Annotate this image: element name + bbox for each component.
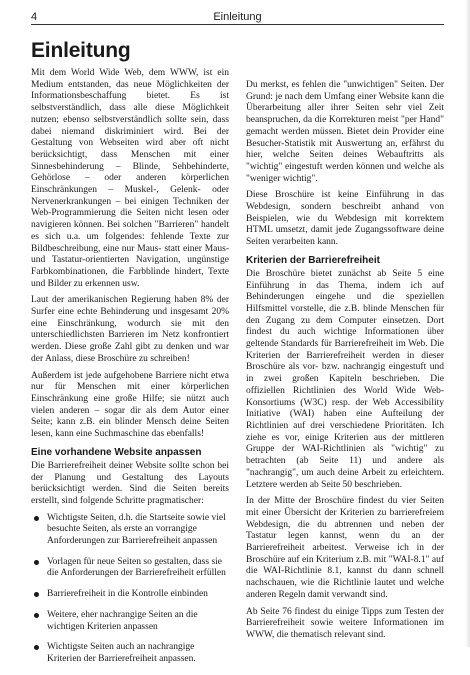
unimportant-pages-paragraph: Du merkst, es fehlen die "unwichtigen" Seiten. Der Grund: je nach dem Umfang einer Website kann die Überarbeitung aller ihrer Seiten sehr viel Zeit beanspruchen, da die Korrekturen meist "per Hand" gemacht werden müssen. Bietet dein Provider eine Besucher-Statistik mit Auswertung an, erfährst du hier, welche Seiten deines Webauftritts als "wichtig" eingestuft werden können und welche als "weniger wichtig". <box>246 80 444 184</box>
list-item: Weitere, eher nachrangige Seiten an die wichtigen Kriterien anpassen <box>31 610 229 633</box>
chapter-heading: Einleitung <box>31 39 131 62</box>
criteria-paragraph: Die Broschüre bietet zunächst ab Seite 5 eine Einführung in das Thema, indem ich auf Behinderungen eingehe und die speziellen Hilfsmittel vorstelle, die z.B. blinde Menschen für den Zugang zu dem Computer einsetzen. Dort findest du auch wichtige Informationen über geltende Standards für Barrierefreiheit im Web. Die Kriterien der Barrierefreiheit werden in dieser Broschüre als vor- bzw. nachrangig eingestuft und in zwei großen Kapiteln beschrieben. Die offiziellen Richtlinien des World Wide Web-Konsortiums (W3C) resp. der Web Accessibility Initiative (WAI) haben eine Aufteilung der Richtlinien auf drei verschiedene Prioritäten. Ich ziehe es vor, einige Kriterien aus der mittleren Gruppe der WAI-Richtlinien als "wichtig" zu betrachten (ab Seite 11) und andere als "nachrangig", um auch deine Arbeit zu erleichtern. Letztere werden ab Seite 50 beschrieben. <box>246 268 444 490</box>
list-item: Wichtigste Seiten auch an nachrangige Kriterien der Barrierefreiheit anpassen. <box>31 642 229 665</box>
overview-paragraph: In der Mitte der Broschüre findest du vier Seiten mit einer Übersicht der Kriterien zu barrierefreiem Webdesign, die du abtrennen und neben der Tastatur legen kannst, wenn du an der Barrierefreiheit arbeitest. Verweise ich in der Broschüre auf ein Kriterium z.B. mit "WAI-8.1" auf die WAI-Richtlinie 8.1, kannst du dann schnell nachschauen, wie die Richtlinie lautet und welche anderen Regeln damit verwandt sind. <box>246 496 444 600</box>
section-heading-criteria: Kriterien der Barrierefreiheit <box>246 254 380 266</box>
running-header <box>31 9 444 25</box>
page-edge-shadow <box>465 0 470 647</box>
section-heading-adapt-website: Eine vorhandene Website anpassen <box>31 446 202 458</box>
left-column <box>31 68 229 675</box>
adapt-intro-paragraph: Die Barrierefreiheit deiner Website sollte schon bei der Planung und Gestaltung des Layouts berücksichtigt werden. Sind die Seiten bereits erstellt, sind folgende Schritte pragmatischer: <box>31 460 229 506</box>
statistics-paragraph: Laut der amerikanischen Regierung haben 8% der Surfer eine echte Behinderung und insgesamt 20% eine Einschränkung, wodurch sie mit den unterschiedlichsten Barrieren im Netz konfrontiert werden. Diese große Zahl gibt zu denken und war der Anlass, diese Broschüre zu schreiben! <box>31 295 229 364</box>
running-header-title: Einleitung <box>213 11 262 23</box>
header-rule <box>31 24 444 25</box>
brochure-scope-paragraph: Diese Broschüre ist keine Einführung in das Webdesign, sondern beschreibt anhand von Beispielen, wie du Webdesign mit korrektem HTML umsetzt, damit jede Zugangssoftware deine Seiten verarbeiten kann. <box>246 190 444 248</box>
list-item: Wichtigste Seiten, d.h. die Startseite sowie viel besuchte Seiten, als erste an vorrangige Anforderungen zur Barrierefreiheit anpassen <box>31 513 229 548</box>
right-column <box>246 80 444 647</box>
testing-tips-paragraph: Ab Seite 76 findest du einige Tipps zum Testen der Barrierefreiheit sowie weitere Informationen im WWW, die thematisch relevant sind. <box>246 606 444 640</box>
page-number: 4 <box>31 11 38 23</box>
intro-paragraph: Mit dem World Wide Web, dem WWW, ist ein Medium entstanden, das neue Möglichkeiten der Informationsbeschaffung bietet. Es ist selbstverständlich, dass alle diese Möglichkeit nutzen; ebenso selbstverständlich sollte sein, dass dabei niemand diskriminiert wird. Bei der Gestaltung von Webseiten wird aber oft nicht berücksichtigt, dass Menschen mit einer Sinnesbehinderung – Blinde, Sehbehinderte, Gehörlose – oder anderen körperlichen Einschränkungen – Muskel-, Gelenk- oder Nervenerkrankungen – bei einigen Techniken der Web-Programmierung die Seiten nicht lesen oder navigieren können. Bei solchen "Barrieren" handelt es sich u.a. um folgendes: fehlende Texte zur Bildbeschreibung, eine nur Maus- statt einer Maus- und Tastatur-orientierten Navigation, ungünstige Farbkombinationen, die Farbblinde hindert, Texte und Bilder zu erkennen usw. <box>31 68 229 289</box>
list-item: Barrierefreiheit in die Kontrolle einbinden <box>31 589 229 601</box>
list-item: Vorlagen für neue Seiten so gestalten, dass sie die Anforderungen der Barrierefreiheit erfüllen <box>31 557 229 580</box>
steps-list <box>31 513 229 666</box>
benefit-paragraph: Außerdem ist jede aufgehobene Barriere nicht etwa nur für Menschen mit einer körperlichen Einschränkung eine große Hilfe; sie nützt auch vielen anderen – sogar dir als dem Autor einer Seite; kann z.B. ein blinder Mensch deine Seiten lesen, kann eine Suchmaschine das ebenfalls! <box>31 370 229 440</box>
